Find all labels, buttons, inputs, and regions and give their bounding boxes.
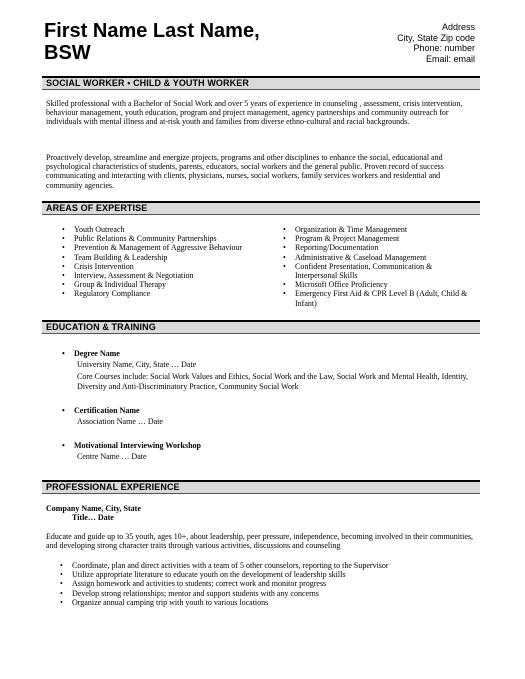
summary-paragraph-2: Proactively develop, streamline and energize projects, programs and other disciplines to enhance the social, educational and psychological characteristics of students, parents, educators, social workers and the general public. Proven record of success communicating and interacting with clients, physicians, nurses, social workers, family services workers and residential and community agencies. — [46, 153, 444, 190]
contact-email: Email: email — [425, 53, 475, 64]
expertise-item: • Program & Project Management — [281, 234, 476, 243]
name-line-2: BSW — [44, 42, 91, 64]
experience-bullet: • Develop strong relationships; mentor and support students with any concerns — [58, 589, 478, 598]
degree-title: • Degree Name — [62, 349, 472, 358]
certification-institution: Association Name … Date — [77, 417, 163, 427]
expertise-list-left — [60, 225, 270, 299]
expertise-item: • Group & Individual Therapy — [60, 280, 270, 289]
education-degree — [62, 349, 472, 391]
section-heading-summary: SOCIAL WORKER • CHILD & YOUTH WORKER — [42, 76, 480, 90]
degree-courses: Core Courses include: Social Work Values and Ethics, Social Work and the Law, Social Work and Mental Health, Identity, Diversity and Anti-Discriminatory Practice, Community Social Work — [77, 372, 469, 391]
workshop-institution: Centre Name … Date — [77, 452, 147, 462]
experience-bullets — [58, 561, 478, 607]
expertise-item: • Prevention & Management of Aggressive Behaviour — [60, 243, 270, 252]
section-heading-expertise: AREAS OF EXPERTISE — [42, 201, 480, 215]
summary-paragraph-1: Skilled professional with a Bachelor of Social Work and over 5 years of experience in counseling , assessment, crisis intervention, behaviour management, youth education, program and project management, agency partnerships and community outreach for individuals with mental illness and at-risk youth and families from diverse ethno-cultural and racial backgrounds. — [46, 99, 463, 127]
experience-bullet: • Utilize appropriate literature to educate youth on the development of leadership skills — [58, 570, 478, 579]
expertise-item: • Microsoft Office Proficiency — [281, 280, 476, 289]
expertise-item: • Public Relations & Community Partnerships — [60, 234, 270, 243]
expertise-item: • Organization & Time Management — [281, 225, 476, 234]
expertise-item: • Youth Outreach — [60, 225, 270, 234]
experience-title: Title… Date — [72, 513, 114, 522]
expertise-item: • Administrative & Caseload Management — [281, 253, 476, 262]
expertise-item: • Regulatory Compliance — [60, 289, 270, 298]
contact-address: Address — [441, 22, 475, 32]
expertise-list-right — [281, 225, 476, 308]
expertise-item: • Reporting/Documentation — [281, 243, 476, 252]
name-line-1: First Name Last Name, — [44, 20, 260, 42]
experience-description: Educate and guide up to 35 youth, ages 10+, about leadership, peer pressure, independence, becoming involved in their communities, and developing strong character traits through various activities, discussions and counseling — [46, 532, 474, 551]
experience-bullet: • Coordinate, plan and direct activities with a team of 5 other counselors, reporting to the Supervisor — [58, 561, 478, 570]
candidate-name — [44, 20, 344, 64]
education-workshop — [62, 441, 472, 461]
contact-phone: Phone: number — [413, 43, 475, 53]
contact-city: City, State Zip code — [397, 32, 475, 43]
certification-title: • Certification Name — [62, 406, 472, 415]
section-heading-education: EDUCATION & TRAINING — [42, 320, 480, 334]
expertise-item: • Emergency First Aid & CPR Level B (Adult, Child & Infant) — [281, 289, 476, 307]
contact-block — [397, 22, 475, 64]
expertise-item: • Team Building & Leadership — [60, 253, 270, 262]
experience-company: Company Name, City, State — [46, 504, 141, 513]
degree-institution: University Name, City, State … Date — [77, 360, 197, 370]
expertise-item: • Confident Presentation, Communication & Interpersonal Skills — [281, 262, 476, 280]
expertise-item: • Crisis Intervention — [60, 262, 270, 271]
workshop-title: • Motivational Interviewing Workshop — [62, 441, 472, 450]
experience-bullet: • Organize annual camping trip with youth to various locations — [58, 598, 478, 607]
experience-bullet: • Assign homework and activities to students; correct work and monitor progress — [58, 579, 478, 588]
section-heading-experience: PROFESSIONAL EXPERIENCE — [42, 480, 480, 494]
education-certification — [62, 406, 472, 426]
expertise-item: • Interview, Assessment & Negotiation — [60, 271, 270, 280]
